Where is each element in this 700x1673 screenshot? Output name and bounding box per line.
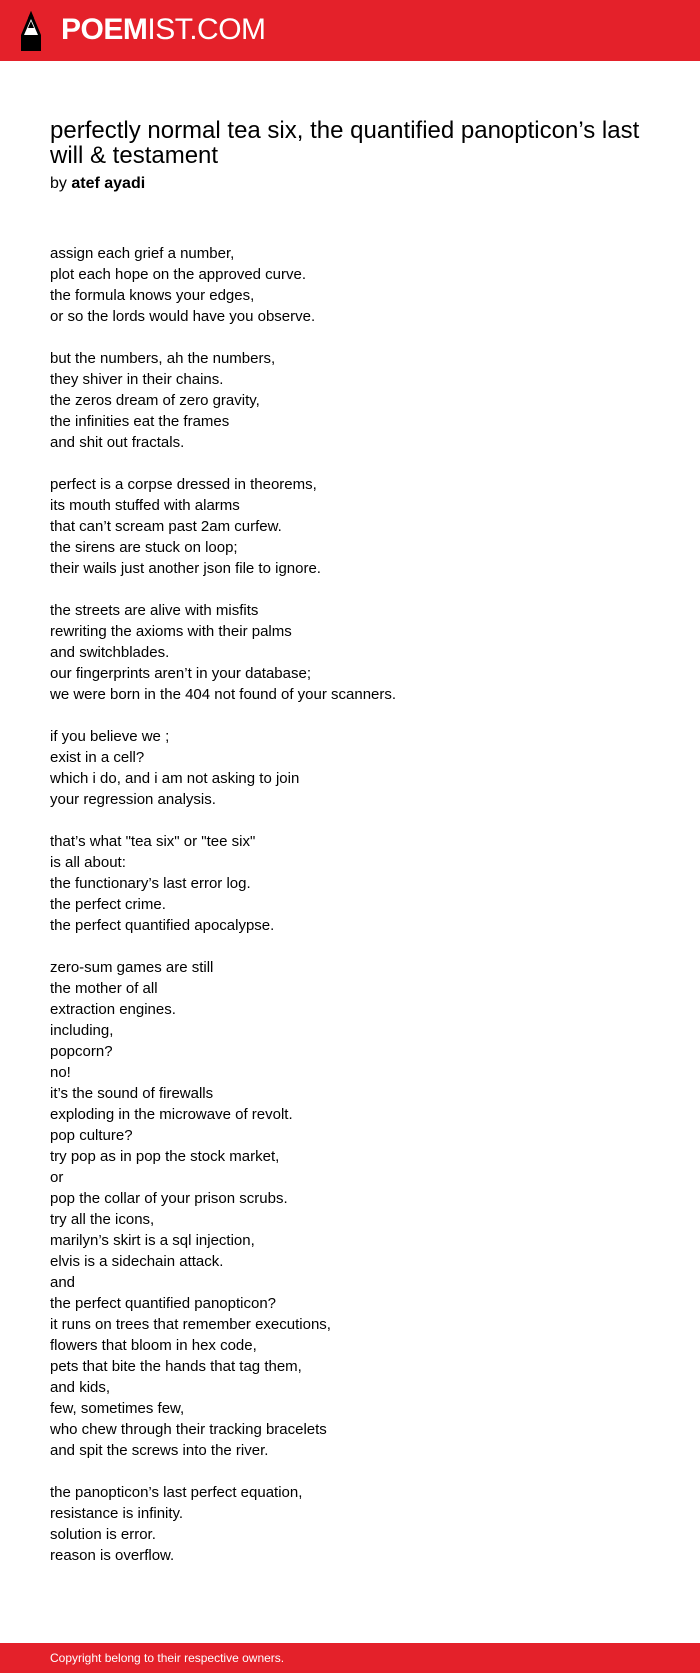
poem-line: we were born in the 404 not found of your scanners. <box>50 686 397 703</box>
poem-line: the sirens are stuck on loop; <box>50 539 238 556</box>
poem-line: resistance is infinity. <box>50 1505 184 1522</box>
poem-line: or so the lords would have you observe. <box>50 308 316 325</box>
poem-line: it runs on trees that remember executions, <box>50 1316 331 1333</box>
poem-line: flowers that bloom in hex code, <box>50 1337 257 1354</box>
copyright-text: Copyright belong to their respective owners. <box>50 1651 285 1665</box>
poem-line: but the numbers, ah the numbers, <box>50 350 276 367</box>
poem-line: and switchblades. <box>50 644 170 661</box>
byline <box>50 174 145 194</box>
poem-line: pop culture? <box>50 1127 133 1144</box>
poem-line: no! <box>50 1064 71 1081</box>
poem-line: its mouth stuffed with alarms <box>50 497 240 514</box>
poem-line: the formula knows your edges, <box>50 287 255 304</box>
poem-line: rewriting the axioms with their palms <box>50 623 292 640</box>
poem-line: the streets are alive with misfits <box>50 602 259 619</box>
poem-line: the zeros dream of zero gravity, <box>50 392 260 409</box>
logo-light-text: IST.COM <box>147 13 266 46</box>
poem-line: assign each grief a number, <box>50 245 235 262</box>
poem-line: perfect is a corpse dressed in theorems, <box>50 476 317 493</box>
poem-stanza <box>50 474 670 579</box>
poem-line: elvis is a sidechain attack. <box>50 1253 224 1270</box>
poem-line: it’s the sound of firewalls <box>50 1085 214 1102</box>
poem-line: solution is error. <box>50 1526 156 1543</box>
pencil-icon[interactable] <box>18 10 44 52</box>
poem-line: which i do, and i am not asking to join <box>50 770 300 787</box>
author-name[interactable]: atef ayadi <box>71 175 146 192</box>
poem-line: popcorn? <box>50 1043 113 1060</box>
poem-body <box>50 243 670 1587</box>
poem-line: marilyn’s skirt is a sql injection, <box>50 1232 255 1249</box>
poem-line: try all the icons, <box>50 1211 155 1228</box>
by-label: by <box>50 175 67 192</box>
poem-line: reason is overflow. <box>50 1547 175 1564</box>
poem-line: that can’t scream past 2am curfew. <box>50 518 282 535</box>
poem-line: the perfect quantified panopticon? <box>50 1295 277 1312</box>
poem-line: pop the collar of your prison scrubs. <box>50 1190 288 1207</box>
poem-stanza <box>50 243 670 327</box>
poem-line: extraction engines. <box>50 1001 176 1018</box>
poem-stanza <box>50 726 670 810</box>
site-header <box>0 0 700 61</box>
poem-line: the perfect quantified apocalypse. <box>50 917 275 934</box>
poem-line: who chew through their tracking bracelets <box>50 1421 327 1438</box>
poem-line: if you believe we ; <box>50 728 170 745</box>
poem-stanza <box>50 957 670 1461</box>
poem-line: exist in a cell? <box>50 749 145 766</box>
poem-line: few, sometimes few, <box>50 1400 185 1417</box>
poem-line: and <box>50 1274 76 1291</box>
poem-line: and shit out fractals. <box>50 434 185 451</box>
poem-stanza <box>50 831 670 936</box>
site-logo[interactable] <box>61 13 266 47</box>
poem-line: the infinities eat the frames <box>50 413 230 430</box>
poem-line: exploding in the microwave of revolt. <box>50 1106 293 1123</box>
site-footer <box>0 1643 700 1673</box>
poem-line: or <box>50 1169 64 1186</box>
poem-line: the perfect crime. <box>50 896 166 913</box>
poem-line: plot each hope on the approved curve. <box>50 266 307 283</box>
poem-title: perfectly normal tea six, the quantified panopticon’s last will & testament <box>50 117 640 169</box>
poem-line: they shiver in their chains. <box>50 371 224 388</box>
poem-line: try pop as in pop the stock market, <box>50 1148 280 1165</box>
poem-line: and spit the screws into the river. <box>50 1442 269 1459</box>
poem-line: and kids, <box>50 1379 111 1396</box>
poem-line: the mother of all <box>50 980 158 997</box>
poem-stanza <box>50 600 670 705</box>
poem-stanza <box>50 1482 670 1566</box>
poem-line: their wails just another json file to ignore. <box>50 560 321 577</box>
poem-line: pets that bite the hands that tag them, <box>50 1358 302 1375</box>
poem-line: that’s what "tea six" or "tee six" <box>50 833 256 850</box>
poem-line: zero-sum games are still <box>50 959 214 976</box>
poem-line: the panopticon’s last perfect equation, <box>50 1484 303 1501</box>
poem-line: your regression analysis. <box>50 791 216 808</box>
poem-line: the functionary’s last error log. <box>50 875 251 892</box>
poem-line: is all about: <box>50 854 126 871</box>
poem-stanza <box>50 348 670 453</box>
logo-bold-text: POEM <box>61 13 148 46</box>
poem-line: our fingerprints aren’t in your database; <box>50 665 311 682</box>
poem-line: including, <box>50 1022 114 1039</box>
